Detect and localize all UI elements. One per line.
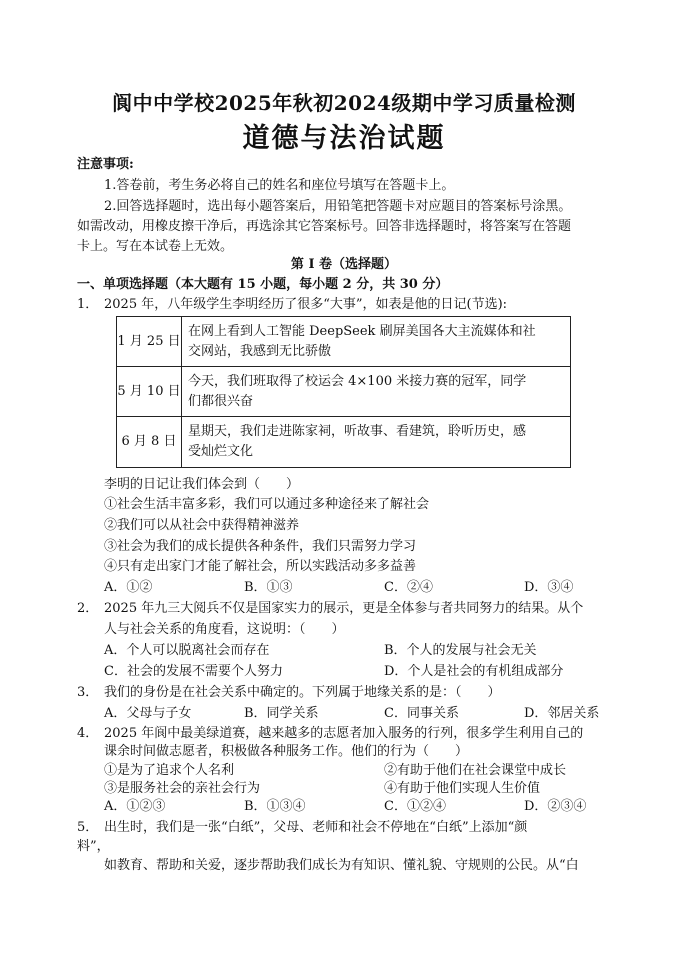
- volume-title: 第 I 卷（选择题）: [290, 257, 398, 272]
- q5-number: 5．: [77, 820, 99, 835]
- diary-entry: [182, 317, 571, 367]
- q4-choice-c: C．①②④: [384, 799, 446, 814]
- diary-entry-line: 交网站，我感到无比骄傲: [188, 343, 332, 359]
- q1-option-1: ①社会生活丰富多彩，我们可以通过多种途径来了解社会: [104, 497, 430, 512]
- q2-number: 2．: [77, 601, 99, 616]
- q3-choice-b: B．同学关系: [244, 706, 319, 721]
- q2-choice-a: A．个人可以脱离社会而存在: [104, 643, 270, 658]
- q1-choice-c: C．②④: [384, 580, 433, 595]
- diary-entry-line: 星期天，我们走进陈家祠，听故事、看建筑，聆听历史，感: [188, 424, 527, 439]
- q1-choice-d: D．③④: [524, 580, 574, 595]
- diary-date: 1 月 25 日: [117, 317, 182, 367]
- q1-option-4: ④只有走出家门才能了解社会，所以实践活动多多益善: [104, 559, 417, 574]
- part-1-title: 一、单项选择题（本大题有 15 小题，每小题 2 分，共 30 分）: [77, 277, 449, 292]
- q4-stem-line-1: 2025 年阆中最美绿道赛，越来越多的志愿者加入服务的行列，很多学生利用自己的: [104, 726, 584, 741]
- q4-choice-a: A．①②③: [104, 799, 166, 814]
- diary-entry-line: 们都很兴奋: [188, 393, 254, 409]
- subject-title: 道德与法治试题: [242, 123, 446, 154]
- notice-item-1: 1.答卷前，考生务必将自己的姓名和座位号填写在答题卡上。: [104, 178, 455, 193]
- q2-choice-b: B．个人的发展与社会无关: [384, 643, 537, 658]
- q1-stem: 2025 年，八年级学生李明经历了很多“大事”，如表是他的日记(节选):: [104, 297, 508, 312]
- q3-choice-a: A．父母与子女: [104, 706, 192, 721]
- school-exam-title: 阆中中学校2025年秋初2024级期中学习质量检测: [112, 91, 576, 115]
- q5-line-3: 如教育、帮助和关爱，逐步帮助我们成长为有知识、懂礼貌、守规则的公民。从“白: [104, 858, 579, 873]
- q4-option-1: ①是为了追求个人名利: [104, 763, 235, 778]
- q2-stem-line-1: 2025 年九三大阅兵不仅是国家实力的展示，更是全体参与者共同努力的结果。从个: [104, 601, 584, 616]
- q2-choice-c: C．社会的发展不需要个人努力: [104, 664, 283, 679]
- q3-stem: 我们的身份是在社会关系中确定的。下列属于地缘关系的是：（ ）: [104, 685, 501, 700]
- q1-choice-a: A．①②: [104, 580, 153, 595]
- q4-stem-line-2: 课余时间做志愿者，积极做各种服务工作。他们的行为（ ）: [104, 744, 469, 759]
- diary-date: 6 月 8 日: [117, 417, 182, 468]
- q4-choice-b: B．①③④: [244, 799, 306, 814]
- q4-option-3: ③是服务社会的亲社会行为: [104, 781, 261, 796]
- q2-stem-line-2: 人与社会关系的角度看，这说明：（ ）: [104, 622, 345, 637]
- q1-option-3: ③社会为我们的成长提供各种条件，我们只需努力学习: [104, 539, 417, 554]
- diary-entry: [182, 367, 571, 417]
- diary-entry: [182, 417, 571, 468]
- q5-line-1: 出生时，我们是一张“白纸”，父母、老师和社会不停地在“白纸”上添加“颜: [104, 820, 528, 835]
- q4-option-2: ②有助于他们在社会课堂中成长: [384, 763, 567, 778]
- q4-choice-d: D．②③④: [524, 799, 587, 814]
- notice-item-2-line-2: 如需改动，用橡皮擦干净后，再选涂其它答案标号。回答非选择题时，将答案写在答题: [77, 219, 572, 234]
- q5-line-2: 料”，: [77, 839, 110, 854]
- diary-row: [117, 367, 571, 417]
- q4-number: 4．: [77, 726, 99, 741]
- q1-choice-b: B．①③: [244, 580, 293, 595]
- diary-row: [117, 317, 571, 367]
- notice-heading: 注意事项:: [77, 157, 134, 172]
- diary-entry-line: 今天，我们班取得了校运会 4×100 米接力赛的冠军，同学: [188, 373, 527, 389]
- q3-choice-d: D．邻居关系: [524, 706, 600, 721]
- diary-table: [116, 316, 571, 468]
- diary-entry-line: 受灿烂文化: [188, 444, 254, 459]
- notice-item-2-line-1: 2.回答选择题时，选出每小题答案后，用铅笔把答题卡对应题目的答案标号涂黑。: [104, 199, 572, 214]
- diary-entry-line: 在网上看到人工智能 DeepSeek 刷屏美国各大主流媒体和社: [188, 323, 536, 339]
- q1-number: 1．: [77, 297, 99, 312]
- diary-row: [117, 417, 571, 468]
- q3-number: 3．: [77, 685, 99, 700]
- q2-choice-d: D．个人是社会的有机组成部分: [384, 664, 564, 679]
- q3-choice-c: C．同事关系: [384, 706, 459, 721]
- notice-item-2-line-3: 卡上。写在本试卷上无效。: [77, 239, 234, 254]
- q4-option-4: ④有助于他们实现人生价值: [384, 781, 541, 796]
- q1-option-2: ②我们可以从社会中获得精神滋养: [104, 518, 300, 533]
- q1-prompt: 李明的日记让我们体会到（ ）: [104, 477, 300, 492]
- diary-date: 5 月 10 日: [117, 367, 182, 417]
